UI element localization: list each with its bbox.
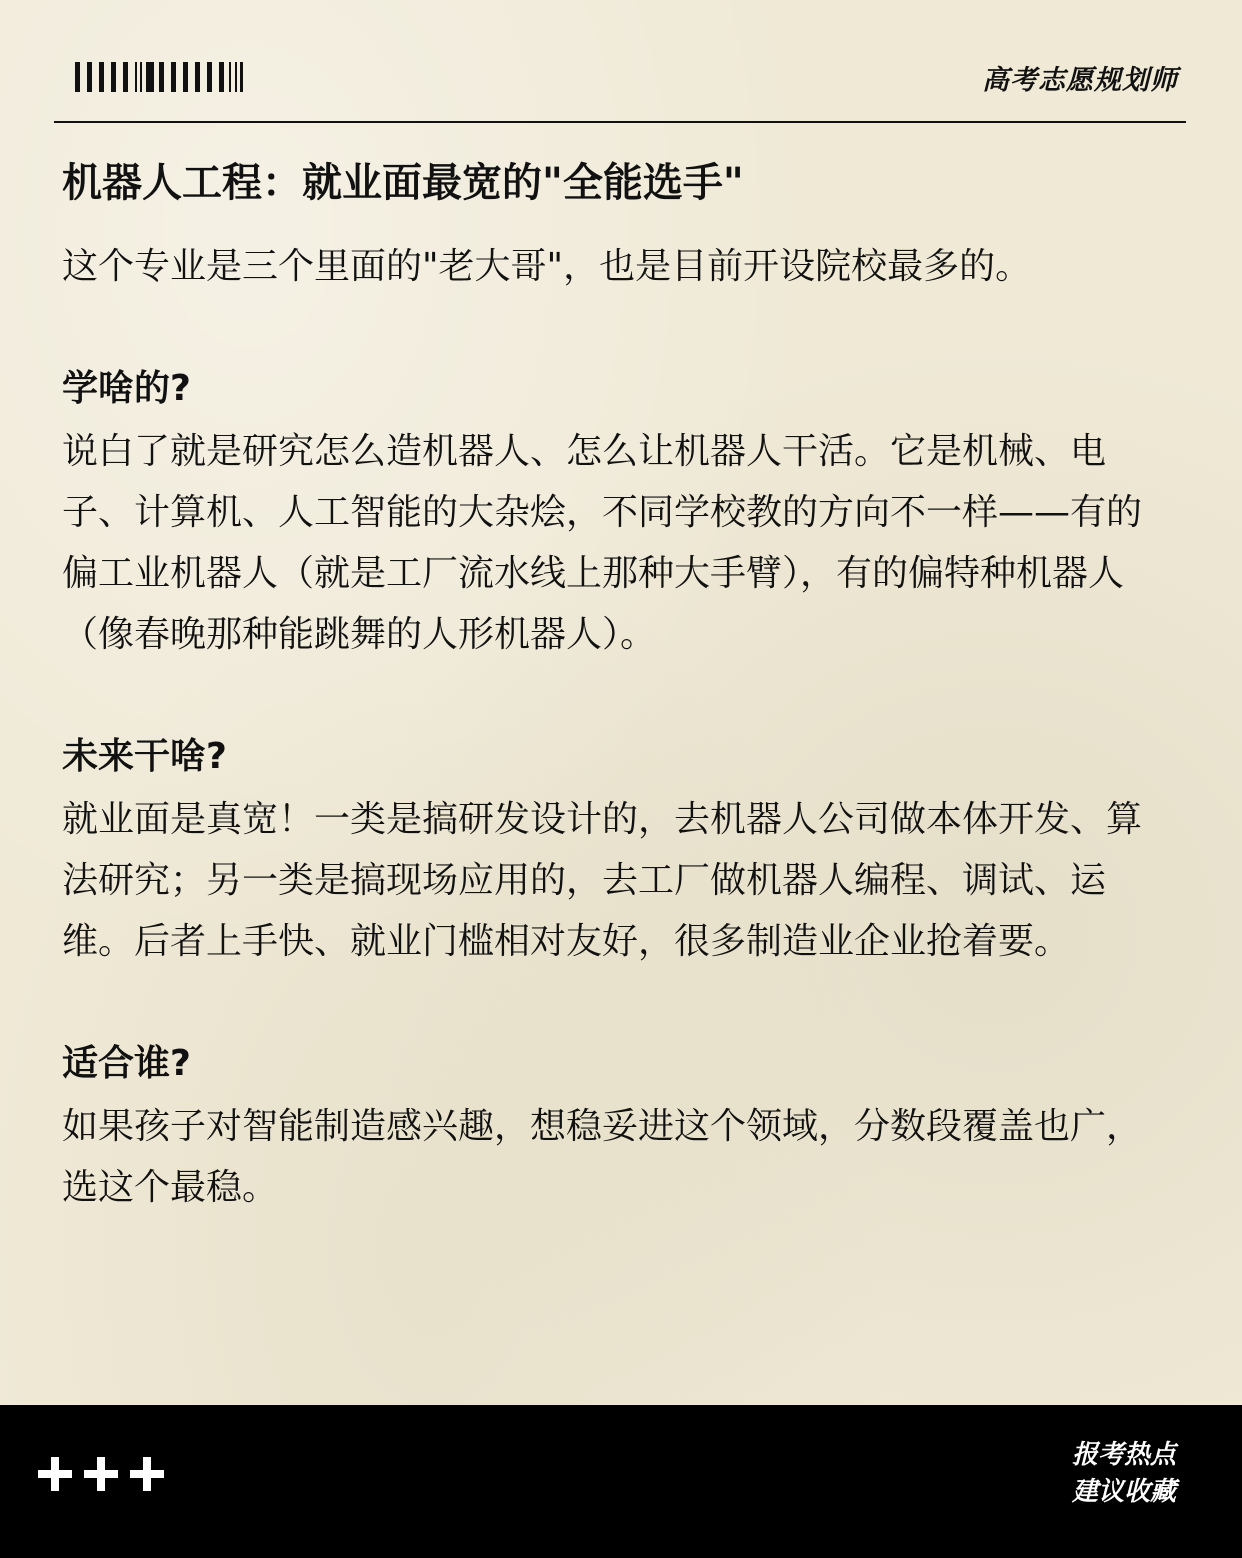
article-title: 机器人工程：就业面最宽的"全能选手" [62, 160, 744, 206]
footer-bar [0, 1405, 1242, 1558]
intro-paragraph: 这个专业是三个里面的"老大哥"，也是目前开设院校最多的。 [62, 246, 1032, 287]
plus-icon-group [38, 1457, 164, 1491]
article-content [62, 236, 1172, 1278]
header-divider [54, 121, 1186, 123]
footer-tagline [1072, 1437, 1176, 1511]
barcode-icon [75, 62, 245, 92]
section-body: 就业面是真宽！一类是搞研发设计的，去机器人公司做本体开发、算法研究；另一类是搞现场应用的，去工厂做机器人编程、调试、运维。后者上手快、就业门槛相对友好，很多制造业企业抢着要。 [62, 799, 1143, 962]
plus-icon [84, 1457, 118, 1491]
section-who-fits [62, 1032, 1172, 1218]
plus-icon [130, 1457, 164, 1491]
section-heading: 未来干啥? [62, 736, 227, 777]
plus-icon [38, 1457, 72, 1491]
section-heading: 学啥的? [62, 368, 191, 409]
footer-line-1: 报考热点 [1071, 1440, 1176, 1470]
section-career [62, 725, 1172, 972]
footer-line-2: 建议收藏 [1071, 1477, 1176, 1507]
section-body: 说白了就是研究怎么造机器人、怎么让机器人干活。它是机械、电子、计算机、人工智能的大杂烩，不同学校教的方向不一样——有的偏工业机器人（就是工厂流水线上那种大手臂），有的偏特种机器人（像春晚那种能跳舞的人形机器人）。 [62, 431, 1143, 655]
section-body: 如果孩子对智能制造感兴趣，想稳妥进这个领域，分数段覆盖也广，选这个最稳。 [62, 1106, 1143, 1208]
brand-label: 高考志愿规划师 [982, 65, 1178, 96]
section-what-to-study [62, 357, 1172, 665]
section-heading: 适合谁? [62, 1043, 191, 1084]
